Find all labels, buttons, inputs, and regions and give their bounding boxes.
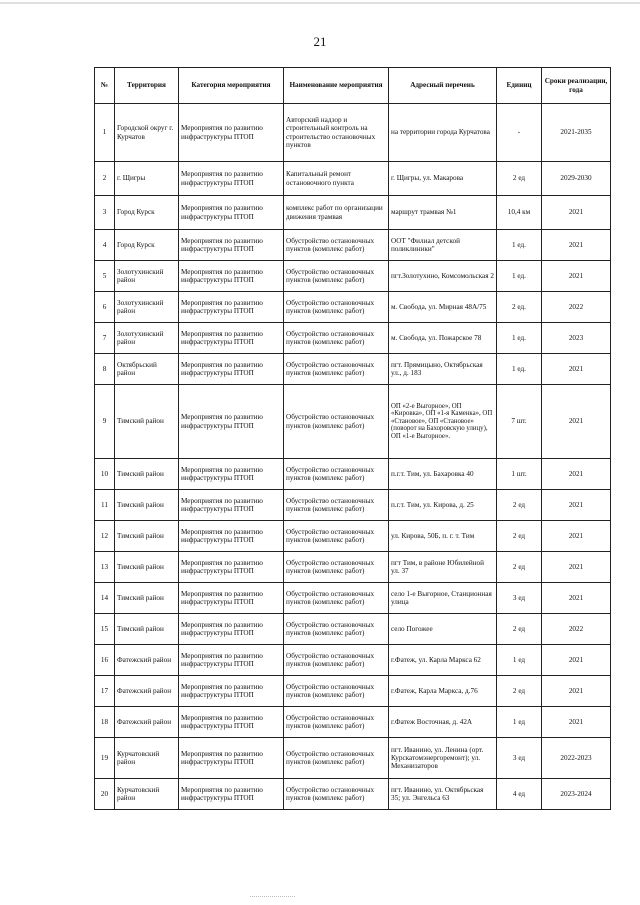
cell-unit: 3 ед [497,738,542,779]
cell-territory: Город Курск [115,196,179,230]
cell-term: 2021 [542,354,611,385]
cell-category: Мероприятия по развитию инфраструктуры ПТОП [179,230,284,261]
cell-unit: 1 ед [497,707,542,738]
table-row [95,230,611,261]
cell-unit: 4 ед [497,779,542,810]
cell-num: 20 [95,779,115,810]
cell-category: Мероприятия по развитию инфраструктуры ПТОП [179,459,284,490]
cell-address: г.Фатеж Восточная, д. 42А [389,707,497,738]
cell-territory: Золотухинский район [115,261,179,292]
cell-address: село 1-е Выгорное, Станционная улица [389,583,497,614]
cell-num: 1 [95,104,115,162]
cell-name: Обустройство остановочных пунктов (комплекс работ) [284,676,389,707]
cell-territory: Тимский район [115,521,179,552]
cell-address: м. Свобода, ул. Пожарское 78 [389,323,497,354]
cell-territory: Тимский район [115,583,179,614]
cell-term: 2021 [542,707,611,738]
header-term: Сроки реализации, года [542,68,611,104]
cell-address: ОП «2-е Выгорное», ОП «Кировка», ОП «1-я Каменка», ОП «Становое», ОП «Становое» (поворот на Бахоровскую улицу), ОП «1-е Выгорное». [389,385,497,459]
cell-territory: г. Щигры [115,162,179,196]
cell-name: Обустройство остановочных пунктов (комплекс работ) [284,354,389,385]
cell-unit: 2 ед [497,552,542,583]
table-row [95,104,611,162]
header-num: № [95,68,115,104]
cell-territory: Золотухинский район [115,323,179,354]
table-row [95,385,611,459]
cell-name: Обустройство остановочных пунктов (комплекс работ) [284,385,389,459]
cell-address: м. Свобода, ул. Мирная 48А/75 [389,292,497,323]
cell-category: Мероприятия по развитию инфраструктуры ПТОП [179,738,284,779]
cell-unit: 1 ед. [497,323,542,354]
cell-unit: 1 ед [497,645,542,676]
cell-term: 2021 [542,196,611,230]
cell-category: Мероприятия по развитию инфраструктуры ПТОП [179,323,284,354]
cell-name: Обустройство остановочных пунктов (комплекс работ) [284,459,389,490]
cell-category: Мероприятия по развитию инфраструктуры ПТОП [179,490,284,521]
cell-num: 14 [95,583,115,614]
cell-address: пгт. Прямицыно, Октябрьская ул., д. 183 [389,354,497,385]
cell-name: Обустройство остановочных пунктов (комплекс работ) [284,707,389,738]
cell-num: 18 [95,707,115,738]
cell-territory: Октябрьский район [115,354,179,385]
header-unit: Единиц [497,68,542,104]
cell-unit: - [497,104,542,162]
cell-num: 15 [95,614,115,645]
header-category: Категория мероприятия [179,68,284,104]
cell-name: Обустройство остановочных пунктов (комплекс работ) [284,614,389,645]
page-number: 21 [313,34,327,49]
cell-term: 2021 [542,521,611,552]
cell-address: ул. Кирова, 50Б, п. г. т. Тим [389,521,497,552]
cell-name: Обустройство остановочных пунктов (комплекс работ) [284,230,389,261]
cell-term: 2021 [542,459,611,490]
cell-num: 13 [95,552,115,583]
cell-num: 4 [95,230,115,261]
cell-num: 3 [95,196,115,230]
table-row [95,779,611,810]
table-row [95,583,611,614]
cell-num: 6 [95,292,115,323]
header-territory: Территория [115,68,179,104]
cell-address: п.г.т. Тим, ул. Бахаровка 40 [389,459,497,490]
table-row [95,196,611,230]
cell-category: Мероприятия по развитию инфраструктуры ПТОП [179,707,284,738]
footer-mark [250,896,295,901]
cell-address: пгт. Иванино, ул. Ленина (орт. Курскатомэнергоремонт); ул. Механизаторов [389,738,497,779]
cell-category: Мероприятия по развитию инфраструктуры ПТОП [179,676,284,707]
table-row [95,459,611,490]
cell-category: Мероприятия по развитию инфраструктуры ПТОП [179,552,284,583]
cell-num: 8 [95,354,115,385]
cell-category: Мероприятия по развитию инфраструктуры ПТОП [179,645,284,676]
cell-address: пгт Тим, в районе Юбилейной ул. 37 [389,552,497,583]
table-row [95,490,611,521]
cell-category: Мероприятия по развитию инфраструктуры ПТОП [179,261,284,292]
cell-territory: Город Курск [115,230,179,261]
cell-term: 2022-2023 [542,738,611,779]
cell-unit: 1 ед. [497,230,542,261]
cell-term: 2029-2030 [542,162,611,196]
table-row [95,552,611,583]
cell-address: пгт.Золотухино, Комсомольская 2 [389,261,497,292]
cell-name: Обустройство остановочных пунктов (комплекс работ) [284,583,389,614]
cell-name: Обустройство остановочных пунктов (комплекс работ) [284,490,389,521]
cell-address: маршрут трамвая №1 [389,196,497,230]
cell-territory: Тимский район [115,552,179,583]
cell-unit: 1 ед. [497,261,542,292]
cell-address: г.Фатеж, ул. Карла Маркса 62 [389,645,497,676]
cell-term: 2021 [542,676,611,707]
cell-territory: Тимский район [115,490,179,521]
cell-address: г. Щигры, ул. Макарова [389,162,497,196]
table-row [95,292,611,323]
cell-address: село Погожее [389,614,497,645]
cell-name: Обустройство остановочных пунктов (комплекс работ) [284,779,389,810]
cell-unit: 10,4 км [497,196,542,230]
cell-num: 2 [95,162,115,196]
cell-term: 2021 [542,261,611,292]
table-row [95,614,611,645]
cell-term: 2023-2024 [542,779,611,810]
cell-territory: Тимский район [115,385,179,459]
header-name: Наименование мероприятия [284,68,389,104]
cell-name: Обустройство остановочных пунктов (комплекс работ) [284,521,389,552]
cell-num: 10 [95,459,115,490]
cell-term: 2021 [542,230,611,261]
cell-territory: Золотухинский район [115,292,179,323]
cell-name: Капитальный ремонт остановочного пункта [284,162,389,196]
cell-term: 2022 [542,614,611,645]
cell-num: 7 [95,323,115,354]
cell-num: 11 [95,490,115,521]
table-row [95,645,611,676]
cell-category: Мероприятия по развитию инфраструктуры ПТОП [179,779,284,810]
table-row [95,261,611,292]
cell-category: Мероприятия по развитию инфраструктуры ПТОП [179,521,284,552]
table-row [95,521,611,552]
table-header-row [95,68,611,104]
cell-term: 2021 [542,583,611,614]
cell-unit: 2 ед [497,676,542,707]
cell-term: 2022 [542,292,611,323]
cell-category: Мероприятия по развитию инфраструктуры ПТОП [179,583,284,614]
cell-address: п.г.т. Тим, ул. Кирова, д. 25 [389,490,497,521]
cell-territory: Фатежский район [115,707,179,738]
table-row [95,162,611,196]
cell-territory: Фатежский район [115,645,179,676]
cell-name: Обустройство остановочных пунктов (комплекс работ) [284,292,389,323]
cell-term: 2023 [542,323,611,354]
cell-address: пгт. Иванино, ул. Октябрьская 35; ул. Энгельса 63 [389,779,497,810]
cell-unit: 2 ед [497,521,542,552]
cell-category: Мероприятия по развитию инфраструктуры ПТОП [179,104,284,162]
cell-unit: 2 ед [497,614,542,645]
cell-num: 9 [95,385,115,459]
table-row [95,323,611,354]
cell-unit: 2 ед. [497,292,542,323]
cell-territory: Фатежский район [115,676,179,707]
cell-num: 17 [95,676,115,707]
cell-num: 5 [95,261,115,292]
cell-territory: Курчатовский район [115,738,179,779]
cell-category: Мероприятия по развитию инфраструктуры ПТОП [179,162,284,196]
cell-term: 2021 [542,645,611,676]
cell-category: Мероприятия по развитию инфраструктуры ПТОП [179,196,284,230]
cell-name: Обустройство остановочных пунктов (комплекс работ) [284,261,389,292]
cell-address: на территории города Курчатова [389,104,497,162]
cell-territory: Тимский район [115,614,179,645]
cell-unit: 7 шт. [497,385,542,459]
cell-category: Мероприятия по развитию инфраструктуры ПТОП [179,614,284,645]
table-row [95,707,611,738]
cell-num: 19 [95,738,115,779]
cell-category: Мероприятия по развитию инфраструктуры ПТОП [179,292,284,323]
measures-table [94,67,611,810]
cell-unit: 1 шт. [497,459,542,490]
table-row [95,738,611,779]
cell-address: г.Фатеж, Карла Маркса, д.76 [389,676,497,707]
cell-unit: 3 ед [497,583,542,614]
cell-term: 2021-2035 [542,104,611,162]
cell-num: 16 [95,645,115,676]
table-row [95,676,611,707]
cell-name: Авторский надзор и строительный контроль на строительство остановочных пунктов [284,104,389,162]
cell-address: ООТ "Филиал детской поликлиники" [389,230,497,261]
cell-name: Обустройство остановочных пунктов (комплекс работ) [284,552,389,583]
cell-name: Обустройство остановочных пунктов (комплекс работ) [284,738,389,779]
cell-name: комплекс работ по организации движения трамвая [284,196,389,230]
page-top-edge [0,2,640,4]
cell-unit: 2 ед [497,490,542,521]
cell-term: 2021 [542,552,611,583]
header-address: Адресный перечень [389,68,497,104]
cell-territory: Городской округ г. Курчатов [115,104,179,162]
cell-name: Обустройство остановочных пунктов (комплекс работ) [284,323,389,354]
table-row [95,354,611,385]
cell-category: Мероприятия по развитию инфраструктуры ПТОП [179,385,284,459]
cell-territory: Курчатовский район [115,779,179,810]
cell-territory: Тимский район [115,459,179,490]
cell-unit: 1 ед. [497,354,542,385]
cell-term: 2021 [542,385,611,459]
cell-term: 2021 [542,490,611,521]
cell-name: Обустройство остановочных пунктов (комплекс работ) [284,645,389,676]
cell-unit: 2 ед [497,162,542,196]
cell-category: Мероприятия по развитию инфраструктуры ПТОП [179,354,284,385]
cell-num: 12 [95,521,115,552]
